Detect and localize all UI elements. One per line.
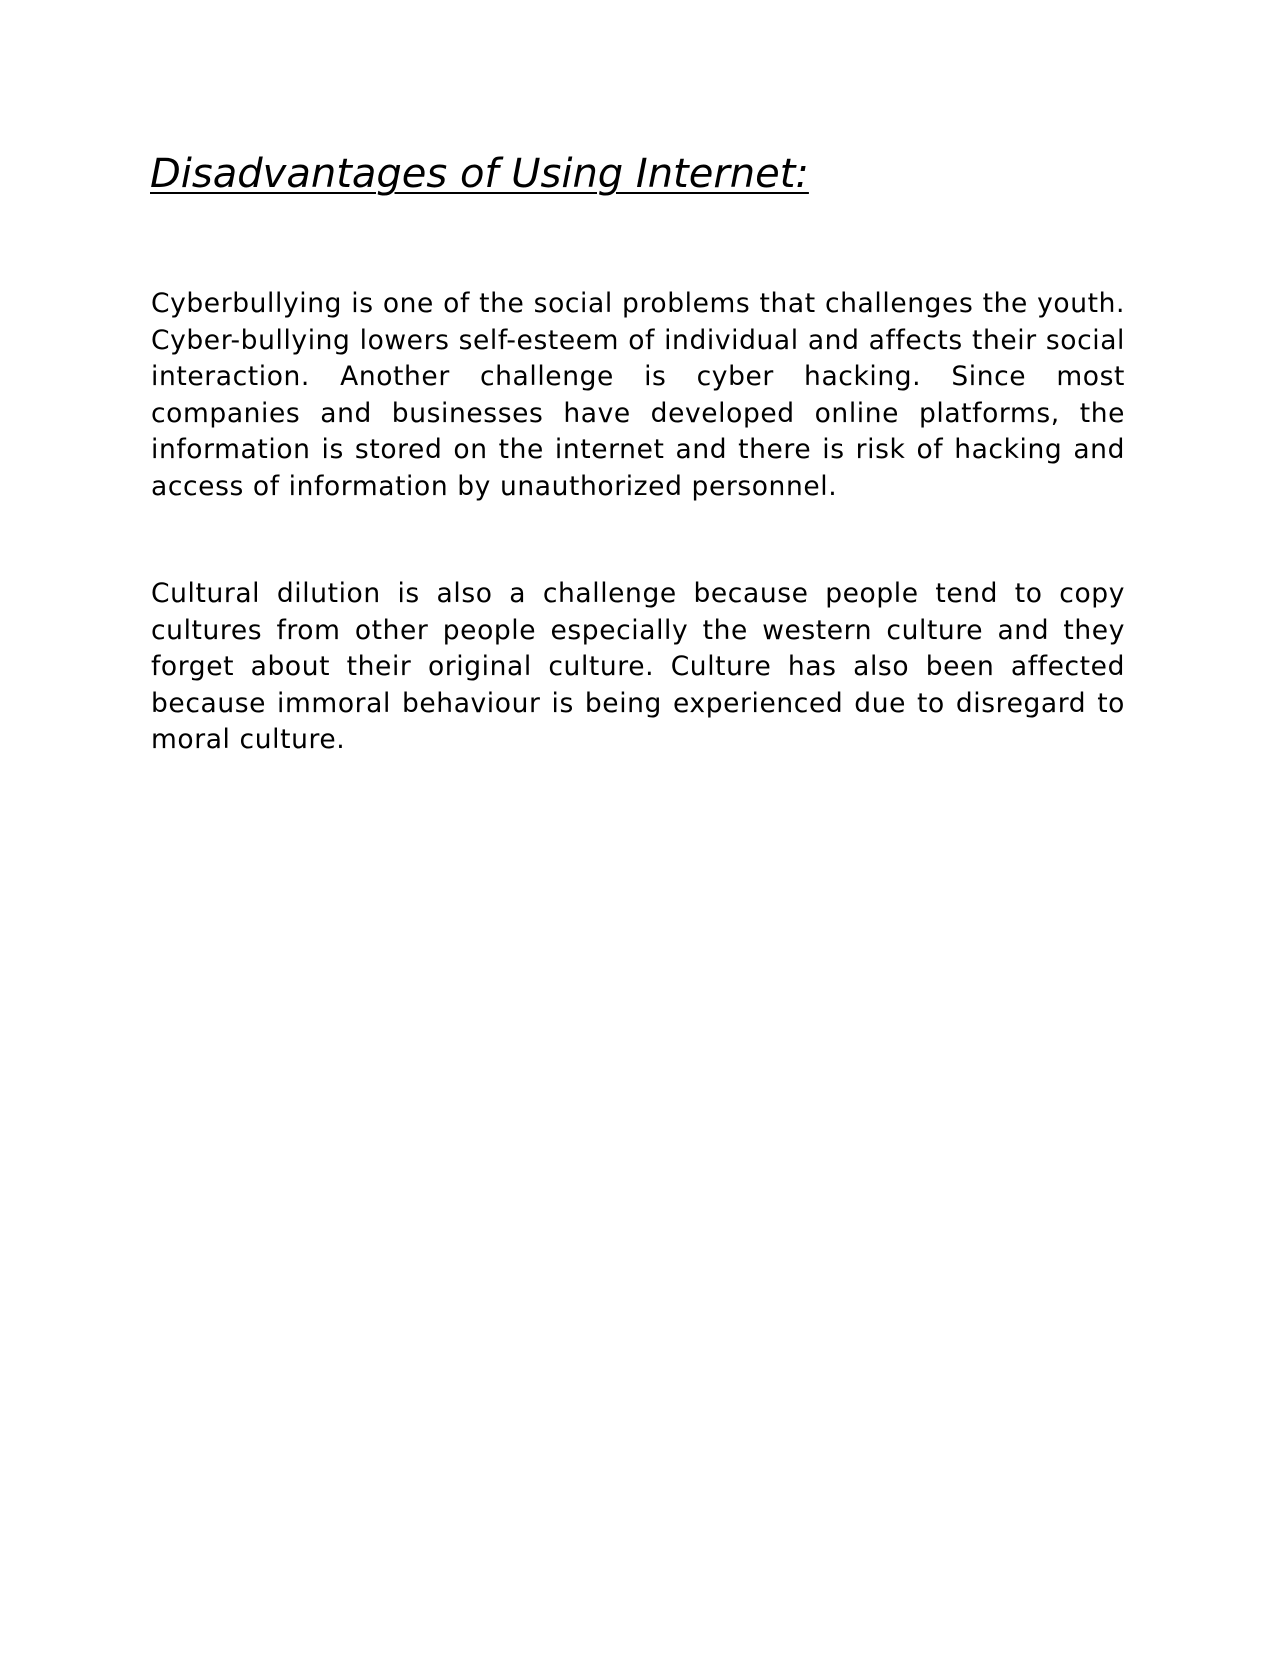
paragraph-cyberbullying: Cyberbullying is one of the social problems that challenges the youth. Cyber-bullying lowers self-esteem of individual and affects their social interaction. Another challenge is cyber hacking. Since most companies and businesses have developed online platforms, the information is stored on the internet and there is risk of hacking and access of information by unauthorized personnel.: [151, 288, 1125, 502]
document-heading: Disadvantages of Using Internet:: [150, 151, 809, 197]
paragraph-cultural-dilution: Cultural dilution is also a challenge because people tend to copy cultures from other people especially the western culture and they forget about their original culture. Culture has also been affected because immoral behaviour is being experienced due to disregard to moral culture.: [151, 578, 1125, 756]
